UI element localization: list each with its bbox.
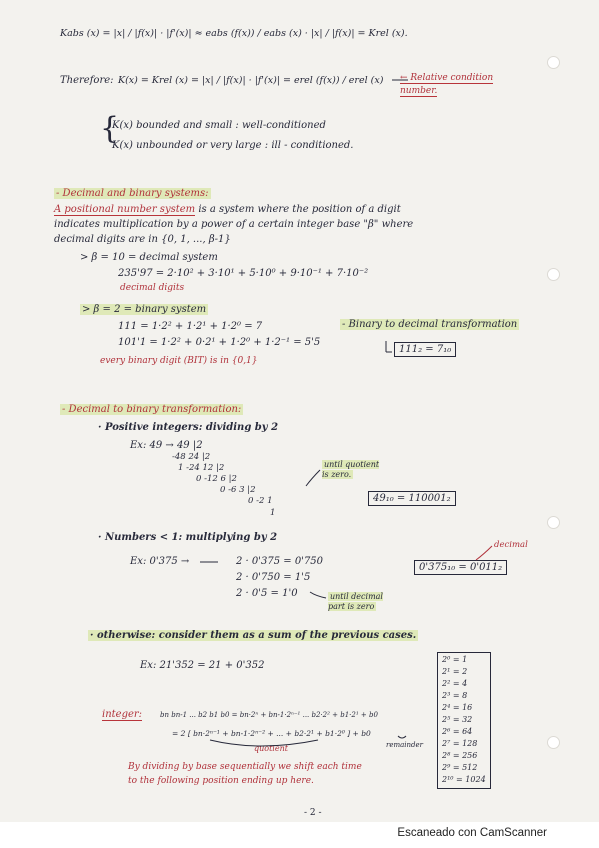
integer-label: integer: [102,709,143,720]
binary-to-decimal-box: 111₂ = 7₁₀ [394,344,456,355]
scanner-watermark: Escaneado con CamScanner [397,827,547,839]
fraction-step-2: 2 · 0'750 = 1'5 [236,572,311,583]
otherwise-example: Ex: 21'352 = 21 + 0'352 [140,660,265,671]
power-row: 2⁷ = 128 [442,739,478,748]
page-number: - 2 - [304,808,322,818]
ill-conditioned-case: K(x) unbounded or very large : ill - conditioned. [112,140,354,151]
binary-system-heading: > β = 2 = binary system [82,304,207,315]
arrow-line [398,736,406,738]
cases-brace: { [100,111,120,146]
fraction-example: Ex: 0'375 → [130,556,190,567]
decimal-digits-note: decimal digits [120,283,185,293]
power-row: 2⁵ = 32 [442,715,473,724]
division-step-6: 1 [270,508,276,518]
conclusion-line-1: By dividing by base sequentially we shift each time [128,762,362,772]
well-conditioned-case: K(x) bounded and small : well-conditioned [112,120,326,131]
fraction-step-3: 2 · 0'5 = 1'0 [236,588,298,599]
positive-integers-title: · Positive integers: dividing by 2 [98,422,279,433]
conclusion-line-2: to the following position ending up here. [128,776,314,786]
numbers-less-than-one-title: · Numbers < 1: multiplying by 2 [98,532,278,543]
remainder-label: remainder [386,741,424,749]
division-step-1: -48 24 |2 [172,452,211,462]
division-step-3: 0 -12 6 |2 [196,474,237,484]
power-row: 2² = 4 [442,679,468,688]
power-row: 2⁶ = 64 [442,727,473,736]
division-step-4: 0 -6 3 |2 [220,485,256,495]
decimal-label: decimal [494,540,528,550]
section-decimal-binary-title: - Decimal and binary systems: [56,188,209,199]
division-step-5: 0 -2 1 [248,496,273,506]
fraction-result-box: 0'375₁₀ = 0'011₂ [414,562,507,573]
until-decimal-zero-note: until decimal part is zero [328,592,383,611]
quotient-label: quotient [254,744,288,753]
power-row: 2³ = 8 [442,691,468,700]
binary-example-2: 101'1 = 1·2² + 0·2¹ + 1·2⁰ + 1·2⁻¹ = 5'5 [118,337,321,348]
relative-condition-formula: K(x) = Krel (x) = |x| / |f(x)| · |f'(x)| = erel (f(x)) / erel (x) [118,75,384,86]
relative-condition-note: ← Relative condition number. [400,73,494,96]
power-row: 2⁰ = 1 [442,655,468,664]
binary-to-decimal-label: - Binary to decimal transformation [342,319,518,330]
power-row: 2⁴ = 16 [442,703,473,712]
power-row: 2¹ = 2 [442,667,468,676]
integer-factorization: = 2 [ bn·2ⁿ⁻¹ + bn-1·2ⁿ⁻² + ... + b2·2¹ + b1·2⁰ ] + b0 [172,729,371,738]
arrow-line [476,546,492,560]
arrow-line [210,740,318,746]
bit-note: every binary digit (BIT) is in {0,1} [100,356,258,366]
decimal-system-heading: > β = 10 = decimal system [80,252,218,263]
division-step-2: 1 -24 12 |2 [178,463,225,473]
power-row: 2¹⁰ = 1024 [442,775,486,784]
scanner-footer [0,822,599,848]
binary-example-1: 111 = 1·2² + 1·2¹ + 1·2⁰ = 7 [118,321,263,332]
section-decimal-to-binary-title: - Decimal to binary transformation: [62,404,242,415]
decimal-example: 235'97 = 2·10² + 3·10¹ + 5·10⁰ + 9·10⁻¹ + 7·10⁻² [118,268,369,279]
positional-definition-line-1: A positional number system is a system where the position of a digit [54,204,401,215]
arrow-line [310,592,326,598]
positive-integers-example: Ex: 49 → 49 |2 [130,440,203,451]
fraction-step-1: 2 · 0'375 = 0'750 [236,556,324,567]
power-row: 2⁹ = 512 [442,763,478,772]
positional-definition-line-3: decimal digits are in {0, 1, ..., β-1} [54,234,231,245]
power-row: 2⁸ = 256 [442,751,478,760]
integer-result-box: 49₁₀ = 110001₂ [368,493,456,504]
otherwise-title: · otherwise: consider them as a sum of the previous cases. [90,630,417,641]
positional-definition-line-2: indicates multiplication by a power of a certain integer base "β" where [54,219,414,230]
arrow-line [306,470,320,486]
kabs-formula-line: Kabs (x) = |x| / |f(x)| · |f'(x)| ≈ eabs (f(x)) / eabs (x) · |x| / |f(x)| = Krel (x). [60,28,408,39]
therefore-label: Therefore: [60,75,114,86]
until-quotient-zero-note: until quotient is zero. [322,460,380,479]
integer-expansion: bn bn-1 ... b2 b1 b0 = bn·2ⁿ + bn-1·2ⁿ⁻¹ ... b2·2² + b1·2¹ + b0 [160,711,378,719]
